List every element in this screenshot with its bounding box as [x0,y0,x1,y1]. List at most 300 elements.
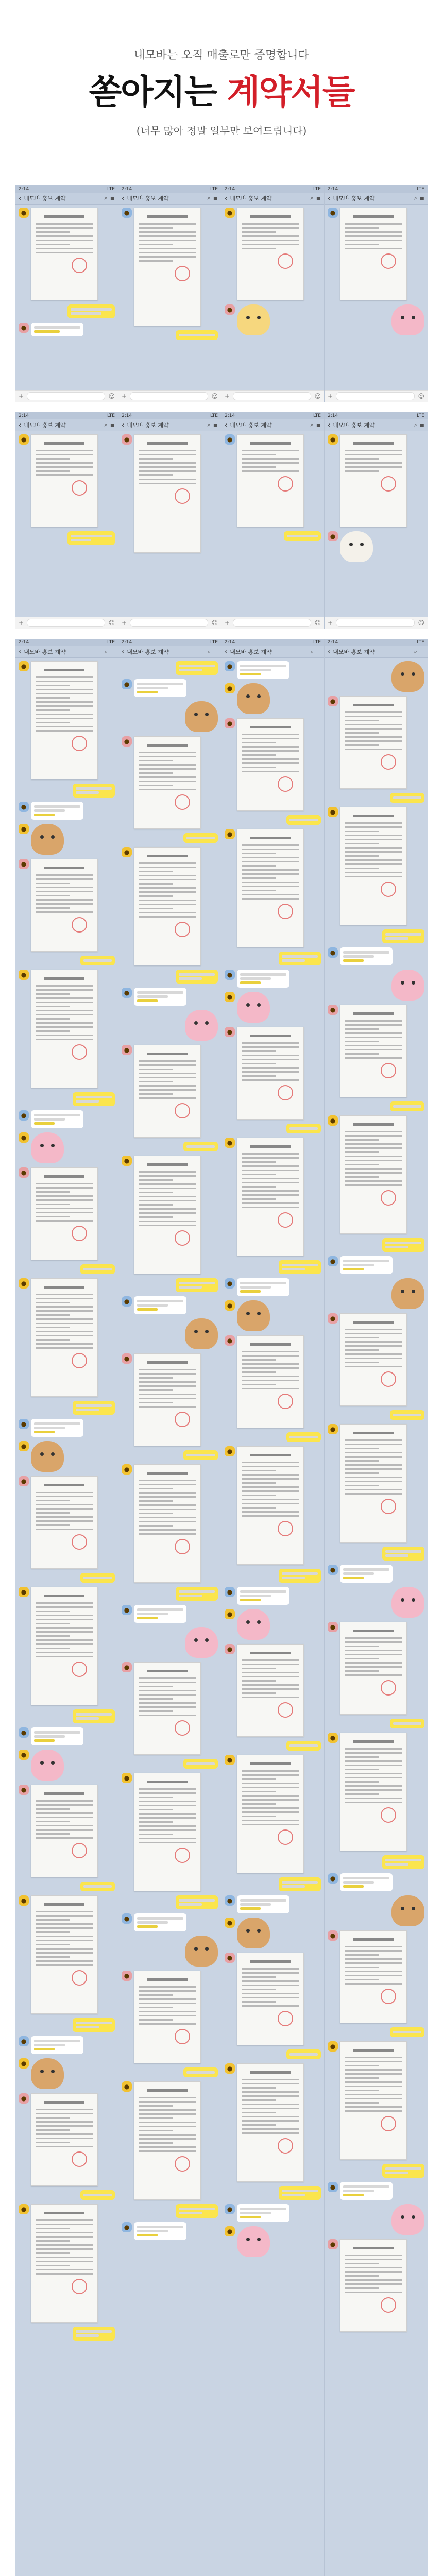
message-input[interactable] [233,619,311,627]
message [19,434,115,527]
message [225,1877,321,1891]
status-bar: 2:14 LTE [118,639,221,646]
stamp-icon [72,480,87,496]
message [122,1156,218,1274]
back-arrow-icon[interactable]: ‹ [328,194,331,202]
message [19,1278,115,1397]
chat-screen [15,412,118,629]
stamp-icon [278,2011,293,2026]
chat-bubble [73,1401,115,1415]
avatar: ● [19,2204,29,2214]
avatar: ● [328,1733,338,1743]
contract-image[interactable] [340,208,407,300]
chat-bubble [390,1719,424,1728]
avatar: ● [122,1296,132,1307]
contract-image[interactable] [134,1045,201,1138]
message [19,1785,115,1877]
input-bar [118,617,221,629]
message [328,1895,424,1926]
message [225,2186,321,2200]
chat-screen [222,639,325,2576]
message [19,1573,115,1583]
contract-image[interactable] [134,736,201,829]
contract-image[interactable] [134,208,201,326]
status-bar: 2:14 LTE [118,185,221,193]
contract-image[interactable] [340,1930,407,2023]
status-bar: 2:14 LTE [15,185,118,193]
avatar: ● [225,2063,235,2074]
message [328,807,424,925]
chat-bubble [31,802,83,820]
contract-image[interactable] [134,1353,201,1446]
contract-image[interactable] [31,2204,98,2323]
chat-bubble [176,2204,218,2218]
plus-icon[interactable]: + [225,619,230,626]
message [122,1464,218,1583]
menu-icon[interactable]: ≡ [110,648,115,655]
chat-screen [118,639,222,2576]
message [328,661,424,692]
message [225,1124,321,1133]
menu-icon[interactable]: ≡ [316,195,321,202]
chat-room-name: 내모바 홍보 계약 [333,195,375,202]
avatar: ● [225,718,235,728]
sticker-image [237,683,270,714]
emoji-icon[interactable]: ☺ [314,619,321,626]
contract-image[interactable] [31,208,98,300]
message-list [118,658,221,2247]
stamp-icon [278,1702,293,1718]
header-title-accent: 계약서들 [227,72,354,112]
message [122,1627,218,1658]
contract-image[interactable] [340,1733,407,1851]
chat-room-name: 내모바 홍보 계약 [24,649,66,655]
contract-image[interactable] [134,1773,201,1891]
sticker-image [391,1587,424,1618]
search-icon[interactable]: ⌕ [104,195,108,201]
contract-image[interactable] [340,1622,407,1715]
sticker-image [185,1627,218,1658]
chat-bubble [183,833,218,843]
chat-bubble [31,2036,83,2054]
message [328,1115,424,1234]
message [19,531,115,545]
message [328,2041,424,2160]
back-arrow-icon[interactable]: ‹ [225,648,228,656]
menu-icon[interactable]: ≡ [213,648,218,655]
search-icon[interactable]: ⌕ [207,648,211,655]
message [328,970,424,1001]
avatar: ● [19,1895,29,1906]
plus-icon[interactable]: + [19,619,24,626]
message [19,970,115,1088]
contract-image[interactable] [237,718,304,811]
chat-bubble [382,2164,424,2178]
message [225,1918,321,1948]
chat-header [15,419,118,431]
contract-image[interactable] [31,2093,98,2186]
contract-image[interactable] [31,1587,98,1705]
message [122,434,218,553]
contract-image[interactable] [31,661,98,779]
contract-image[interactable] [31,434,98,527]
emoji-icon[interactable]: ☺ [108,393,115,400]
chat-bubble [176,1278,218,1292]
chat-bubble [279,2186,321,2200]
contract-image[interactable] [237,1644,304,1737]
page-header [0,0,443,185]
sticker-image [391,661,424,692]
search-icon[interactable]: ⌕ [104,648,108,655]
chat-bubble [176,1587,218,1601]
plus-icon[interactable]: + [19,393,24,400]
search-icon[interactable]: ⌕ [207,421,211,428]
contract-image[interactable] [31,859,98,952]
avatar: ● [19,208,29,218]
chat-screen [118,185,222,402]
contract-image[interactable] [237,2063,304,2182]
stamp-icon [278,1394,293,1409]
contract-image[interactable] [340,2239,407,2332]
chat-header [15,193,118,205]
stamp-icon [381,253,396,269]
chat-bubble [134,988,186,1006]
stamp-icon [381,1190,396,1206]
avatar: ● [225,1644,235,1654]
message [225,1569,321,1583]
chat-bubble [183,1759,218,1769]
chat-bubble [80,956,115,965]
message [225,208,321,300]
message [328,1873,424,1891]
message [122,1353,218,1446]
avatar: ● [225,1027,235,1037]
contract-image[interactable] [237,1027,304,1120]
avatar: ● [225,1895,235,1906]
contract-image[interactable] [31,1895,98,2014]
menu-icon[interactable]: ≡ [419,648,424,655]
chat-bubble [73,2327,115,2341]
message-input[interactable] [233,392,311,400]
message [19,1476,115,1569]
sticker-image [31,1441,64,1472]
message [328,1930,424,2023]
message-input[interactable] [130,619,208,627]
header-subtitle: 내모바는 오직 매출로만 증명합니다 [134,49,309,62]
message [122,208,218,326]
chat-bubble [237,1587,289,1605]
contract-image[interactable] [237,434,304,527]
chat-bubble [390,1410,424,1420]
contract-image[interactable] [340,2041,407,2160]
stamp-icon [278,1521,293,1536]
message [328,1622,424,1715]
contract-image[interactable] [134,1464,201,1583]
avatar: ● [19,2058,29,2069]
avatar: ● [122,434,132,445]
plus-icon[interactable]: + [225,393,230,400]
message [225,1260,321,1274]
menu-icon[interactable]: ≡ [213,195,218,202]
chat-bubble [390,793,424,803]
chat-bubble [340,1565,393,1583]
back-arrow-icon[interactable]: ‹ [19,194,22,202]
stamp-icon [72,2279,87,2294]
contract-image[interactable] [134,1156,201,1274]
message [328,2164,424,2178]
message [328,2239,424,2332]
contract-image[interactable] [31,970,98,1088]
chat-room-name: 내모바 홍보 계약 [230,422,272,429]
chat-bubble [279,1260,321,1274]
contract-image[interactable] [340,1005,407,1097]
menu-icon[interactable]: ≡ [110,195,115,202]
avatar: ● [328,1930,338,1941]
chat-screen [222,412,325,629]
avatar: ● [328,2182,338,2192]
avatar: ● [19,1110,29,1121]
stamp-icon [175,2029,190,2044]
avatar: ● [19,802,29,812]
stamp-icon [72,1843,87,1858]
chat-header [118,193,221,205]
message [225,992,321,1023]
chat-bubble [390,1101,424,1111]
message [328,1719,424,1728]
back-arrow-icon[interactable]: ‹ [225,194,228,202]
contract-image[interactable] [237,829,304,947]
message [225,304,321,335]
contract-image[interactable] [340,696,407,789]
emoji-icon[interactable]: ☺ [418,619,424,626]
stamp-icon [278,1212,293,1228]
search-icon[interactable]: ⌕ [414,648,417,655]
avatar: ● [225,1300,235,1311]
header-title [0,74,443,111]
avatar: ● [225,208,235,218]
emoji-icon[interactable]: ☺ [211,619,218,626]
menu-icon[interactable]: ≡ [316,421,321,429]
menu-icon[interactable]: ≡ [316,648,321,655]
plus-icon[interactable]: + [122,393,127,400]
chat-bubble [134,1296,186,1314]
contract-image[interactable] [237,1335,304,1428]
contract-image[interactable] [134,847,201,965]
avatar: ● [328,807,338,817]
sticker-image [340,531,373,562]
message [19,1132,115,1163]
chat-room-name: 내모바 홍보 계약 [333,649,375,655]
avatar: ● [122,1773,132,1783]
input-bar [15,617,118,629]
sticker-image [185,1010,218,1041]
stamp-icon [278,904,293,919]
contract-image[interactable] [31,1785,98,1877]
message [122,1605,218,1623]
status-bar: 2:14 LTE [15,639,118,646]
chat-screen [118,412,222,629]
message [122,1895,218,1909]
message [122,1278,218,1292]
contract-image[interactable] [237,1138,304,1256]
chat-bubble [340,947,393,965]
emoji-icon[interactable]: ☺ [314,393,321,400]
search-icon[interactable]: ⌕ [310,195,314,201]
sticker-image [237,1609,270,1640]
contract-image[interactable] [340,1313,407,1406]
contract-image[interactable] [134,434,201,553]
search-icon[interactable]: ⌕ [207,195,211,201]
avatar: ● [122,1662,132,1672]
message [328,1410,424,1420]
plus-icon[interactable]: + [122,619,127,626]
emoji-icon[interactable]: ☺ [108,619,115,626]
avatar: ● [19,1419,29,1429]
chat-bubble [340,2182,393,2200]
menu-icon[interactable]: ≡ [110,421,115,429]
sticker-image [237,1918,270,1948]
contract-image[interactable] [134,2081,201,2200]
back-arrow-icon[interactable]: ‹ [19,648,22,656]
status-bar: 2:14 LTE [325,639,428,646]
message-input[interactable] [336,392,415,400]
message [328,1005,424,1097]
contract-image[interactable] [237,208,304,300]
contract-image[interactable] [134,1971,201,2063]
chat-screen [325,412,428,629]
menu-icon[interactable]: ≡ [419,195,424,202]
chat-header [325,193,428,205]
menu-icon[interactable]: ≡ [213,421,218,429]
message [122,679,218,697]
message [19,2093,115,2186]
back-arrow-icon[interactable]: ‹ [122,194,125,202]
sticker-image [31,1132,64,1163]
chat-screen [15,185,118,402]
contract-image[interactable] [31,1476,98,1569]
contract-image[interactable] [237,1953,304,2045]
contract-image[interactable] [237,1446,304,1565]
back-arrow-icon[interactable]: ‹ [122,648,125,656]
sticker-image [391,1278,424,1309]
avatar: ● [328,1622,338,1632]
contract-image[interactable] [340,1424,407,1543]
plus-icon[interactable]: + [328,393,333,400]
back-arrow-icon[interactable]: ‹ [328,421,331,429]
status-bar: 2:14 LTE [222,185,324,193]
chat-screen [325,639,428,2576]
chat-bubble [382,1547,424,1561]
message [328,1424,424,1543]
message-input[interactable] [336,619,415,627]
contract-image[interactable] [237,1755,304,1873]
search-icon[interactable]: ⌕ [310,421,314,428]
plus-icon[interactable]: + [328,619,333,626]
search-icon[interactable]: ⌕ [310,648,314,655]
message [122,833,218,843]
contract-image[interactable] [340,807,407,925]
menu-icon[interactable]: ≡ [419,421,424,429]
message [225,1432,321,1442]
message [122,2204,218,2218]
back-arrow-icon[interactable]: ‹ [122,421,125,429]
contract-image[interactable] [340,434,407,527]
avatar: ● [122,1913,132,1924]
contract-image[interactable] [134,1662,201,1755]
back-arrow-icon[interactable]: ‹ [328,648,331,656]
sticker-image [237,304,270,335]
message [225,1755,321,1873]
avatar: ● [225,992,235,1002]
avatar: ● [122,2081,132,2092]
avatar: ● [328,1424,338,1434]
search-icon[interactable]: ⌕ [414,195,417,201]
contract-image[interactable] [31,1167,98,1260]
avatar: ● [19,1132,29,1143]
back-arrow-icon[interactable]: ‹ [225,421,228,429]
avatar: ● [122,2222,132,2232]
stamp-icon [72,258,87,273]
chat-bubble [382,1855,424,1869]
message [328,2182,424,2200]
message [19,2018,115,2032]
stamp-icon [381,2116,396,2131]
sticker-image [185,701,218,732]
emoji-icon[interactable]: ☺ [418,393,424,400]
contract-image[interactable] [340,1115,407,1234]
avatar: ● [122,1971,132,1981]
message-input[interactable] [130,392,208,400]
message [328,1278,424,1309]
status-bar: 2:14 LTE [222,412,324,419]
message [328,434,424,527]
message-list [222,658,324,2264]
stamp-icon [381,1807,396,1823]
stamp-icon [381,882,396,897]
message [225,1027,321,1120]
message [19,956,115,965]
back-arrow-icon[interactable]: ‹ [19,421,22,429]
message-input[interactable] [27,619,105,627]
message [328,1565,424,1583]
message-input[interactable] [27,392,105,400]
message [328,947,424,965]
stamp-icon [278,253,293,269]
message [122,2081,218,2200]
emoji-icon[interactable]: ☺ [211,393,218,400]
chat-screenshot-row-3 [15,639,428,2576]
message [122,1759,218,1769]
chat-room-name: 내모바 홍보 계약 [230,649,272,655]
chat-bubble [80,1573,115,1583]
contract-image[interactable] [31,1278,98,1397]
sticker-image [237,2226,270,2257]
message [19,1441,115,1472]
message [122,1142,218,1151]
search-icon[interactable]: ⌕ [104,421,108,428]
message [225,1138,321,1256]
message [122,736,218,829]
avatar: ● [328,434,338,445]
search-icon[interactable]: ⌕ [414,421,417,428]
avatar: ● [328,1256,338,1266]
stamp-icon [175,1103,190,1118]
chat-bubble [176,661,218,675]
message [225,2049,321,2059]
stamp-icon [175,488,190,504]
sticker-image [31,1750,64,1781]
chat-bubble [31,1419,83,1437]
